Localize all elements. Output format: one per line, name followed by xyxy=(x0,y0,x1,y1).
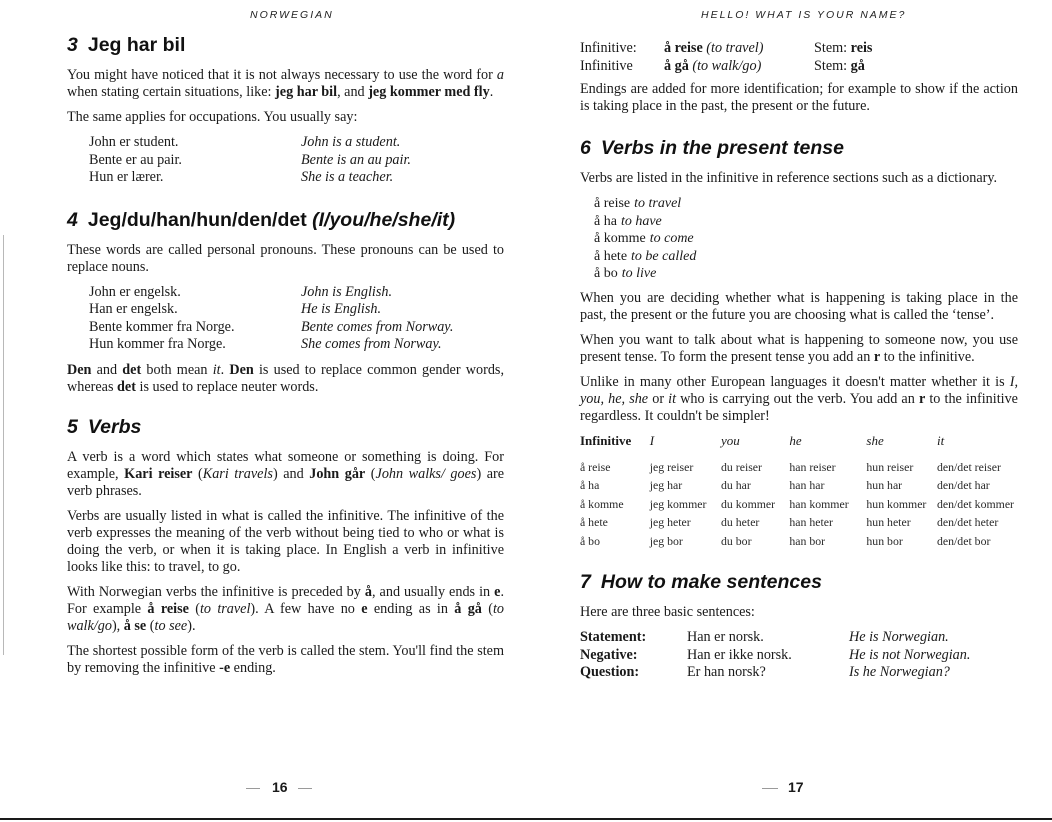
page-number-dash xyxy=(298,788,312,789)
section-number: 3 xyxy=(67,34,78,56)
section-3-heading xyxy=(67,34,504,57)
table-row: å bo jeg bor du bor han bor hun bor den/det bor xyxy=(580,533,991,548)
sentence-row: Statement: Han er norsk. He is Norwegian. xyxy=(580,629,949,645)
example-row: Hun er lærer. She is a teacher. xyxy=(89,169,394,185)
running-head-left: NORWEGIAN xyxy=(250,9,334,21)
sentence-examples xyxy=(580,629,1018,682)
section-3-paragraph-2: The same applies for occupations. You usually say: xyxy=(67,109,358,125)
example-row: Bente kommer fra Norge. Bente comes from Norway. xyxy=(89,318,454,335)
example-row: John er student. John is a student. xyxy=(89,134,401,150)
page-gutter-shadow xyxy=(3,235,4,655)
section-5-paragraph-3: With Norwegian verbs the infinitive is preceded by å, and usually ends in e. For example å reise (to travel). A few have no e ending as in å gå (to walk/go), å se (to see). xyxy=(67,583,504,634)
section-title-english: (I/you/he/she/it) xyxy=(312,208,456,231)
section-title: Verbs xyxy=(87,415,142,438)
table-row: å ha jeg har du har han har hun har den/det har xyxy=(580,478,990,492)
section-6-paragraph-2: When you are deciding whether what is happening is taking place in the past, the present or the future you are choosing what is called the ‘tense’. xyxy=(580,289,1018,323)
section-6-heading xyxy=(580,137,1018,160)
section-5-paragraph-4: The shortest possible form of the verb is called the stem. You'll find the stem by removing the infinitive -e ending. xyxy=(67,642,504,676)
section-3-examples xyxy=(67,134,504,187)
column-header: she xyxy=(866,432,884,448)
table-row: å hete jeg heter du heter han heter hun heter den/det heter xyxy=(580,515,999,529)
infinitive-list xyxy=(594,195,1018,283)
column-header: you xyxy=(721,432,740,448)
section-number: 5 xyxy=(67,415,78,438)
page-number-dash xyxy=(246,788,260,789)
example-row: Han er engelsk. He is English. xyxy=(89,301,381,317)
right-page-content xyxy=(580,40,1018,682)
list-item: å komme to come xyxy=(594,231,694,246)
section-6-paragraph-4: Unlike in many other European languages it doesn't matter whether it is I, you, he, she or it who is carrying out the verb. You add an r to the infinitive regardless. It couldn't be simpler! xyxy=(580,373,1018,424)
section-5-heading xyxy=(67,416,504,439)
section-title: Jeg/du/han/hun/den/det xyxy=(87,208,307,231)
section-title: Jeg har bil xyxy=(87,34,186,56)
column-header: I xyxy=(649,432,655,448)
example-row: John er engelsk. John is English. xyxy=(89,283,393,300)
infinitive-row: Infinitive: å reise (to travel) Stem: reis xyxy=(580,40,873,56)
infinitive-row: Infinitive å gå (to walk/go) Stem: gå xyxy=(580,57,865,74)
section-number: 7 xyxy=(580,571,591,593)
left-page-content xyxy=(67,34,504,685)
section-title: How to make sentences xyxy=(600,571,822,593)
section-5-paragraph-2: Verbs are usually listed in what is called the infinitive. The infinitive of the verb expresses the meaning of the verb without being tied to who or what is doing the verb, or when it is taking place. In English a verb in infinitive looks like this: to travel, to go. xyxy=(67,507,504,575)
table-header-row xyxy=(580,433,1018,459)
list-item: å hete to be called xyxy=(594,248,697,264)
section-7-heading xyxy=(580,571,1018,594)
section-5-paragraph-1: A verb is a word which states what someone or something is doing. For example, Kari reiser (Kari travels) and John går (John walks/ goes) are verb phrases. xyxy=(67,448,505,499)
sentence-row: Negative: Han er ikke norsk. He is not Norwegian. xyxy=(580,646,971,663)
example-row: Hun kommer fra Norge. She comes from Norway. xyxy=(89,336,442,352)
table-row: å komme jeg kommer du kommer han kommer hun kommer den/det kommer xyxy=(580,496,1014,511)
column-header: Infinitive xyxy=(580,432,632,448)
section-4-examples xyxy=(67,284,504,354)
section-4-heading xyxy=(67,209,504,232)
section-4-paragraph-2: Den and det both mean it. Den is used to replace common gender words, whereas det is used to replace neuter words. xyxy=(67,361,504,395)
section-number: 6 xyxy=(580,137,591,159)
sentence-row: Question: Er han norsk? Is he Norwegian? xyxy=(580,664,950,680)
list-item: å reise to travel xyxy=(594,196,682,211)
right-page xyxy=(526,0,1052,822)
section-4-paragraph-1: These words are called personal pronouns. These pronouns can be used to replace nouns. xyxy=(67,241,504,275)
table-row: å reise jeg reiser du reiser han reiser hun reiser den/det reiser xyxy=(580,459,1001,474)
section-title: Verbs in the present tense xyxy=(600,137,844,159)
running-head-right: HELLO! WHAT IS YOUR NAME? xyxy=(701,9,907,21)
list-item: å ha to have xyxy=(594,213,662,229)
section-number: 4 xyxy=(67,208,78,231)
page-number-dash xyxy=(762,788,778,789)
example-row: Bente er au pair. Bente is an au pair. xyxy=(89,151,411,168)
column-header: it xyxy=(937,432,945,448)
page-number-right: 17 xyxy=(788,779,804,795)
infinitive-stem-examples xyxy=(580,40,1018,75)
page-number-left: 16 xyxy=(272,779,288,795)
list-item: å bo to live xyxy=(594,266,657,281)
section-6-paragraph-1: Verbs are listed in the infinitive in reference sections such as a dictionary. xyxy=(580,170,998,186)
section-3-paragraph-1: You might have noticed that it is not always necessary to use the word for a when stating certain situations, like: jeg har bil, and jeg kommer med fly. xyxy=(67,67,504,100)
section-6-paragraph-3: When you want to talk about what is happening to someone now, you use present tense. To form the present tense you add an r to the infinitive. xyxy=(580,331,1018,365)
scan-edge xyxy=(0,818,1052,820)
section-7-paragraph-1: Here are three basic sentences: xyxy=(580,604,755,620)
conjugation-table xyxy=(580,433,1018,552)
endings-paragraph: Endings are added for more identification; for example to show if the action is taking place in the past, the present or the future. xyxy=(580,81,1018,114)
column-header: he xyxy=(789,432,802,448)
